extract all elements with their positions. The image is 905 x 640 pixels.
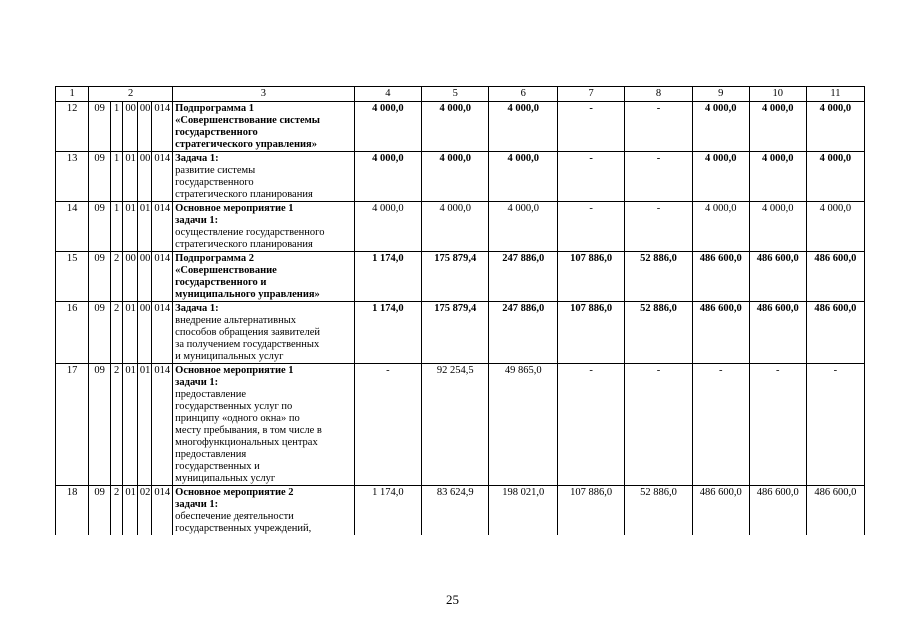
value-cell: 1 174,0 bbox=[354, 252, 421, 302]
description-line: муниципального управления» bbox=[175, 289, 320, 300]
code-cell: 014 bbox=[152, 152, 173, 202]
description-cell bbox=[173, 486, 355, 536]
description-cell bbox=[173, 102, 355, 152]
header-cell: 6 bbox=[489, 87, 557, 102]
value-cell: - bbox=[749, 364, 806, 486]
value-cell: 486 600,0 bbox=[806, 302, 864, 364]
code-cell: 01 bbox=[123, 486, 138, 536]
value-cell: 4 000,0 bbox=[422, 102, 489, 152]
description-cell bbox=[173, 202, 355, 252]
table-header-row bbox=[56, 87, 865, 102]
header-cell: 10 bbox=[749, 87, 806, 102]
code-cell: 00 bbox=[123, 102, 138, 152]
description-line: государственного bbox=[175, 127, 258, 138]
value-cell: 4 000,0 bbox=[806, 102, 864, 152]
code-cell: 09 bbox=[89, 202, 111, 252]
value-cell: 4 000,0 bbox=[489, 152, 557, 202]
header-cell: 11 bbox=[806, 87, 864, 102]
code-cell: 09 bbox=[89, 486, 111, 536]
code-cell: 014 bbox=[152, 486, 173, 536]
description-line: «Совершенствование bbox=[175, 265, 277, 276]
code-cell: 01 bbox=[123, 152, 138, 202]
value-cell: 107 886,0 bbox=[557, 302, 624, 364]
code-cell: 00 bbox=[137, 102, 152, 152]
description-line: за получением государственных bbox=[175, 339, 320, 350]
description-line: Основное мероприятие 2 bbox=[175, 487, 294, 498]
value-cell: 92 254,5 bbox=[422, 364, 489, 486]
value-cell: - bbox=[625, 364, 692, 486]
row-number-cell: 12 bbox=[56, 102, 89, 152]
row-number-cell: 13 bbox=[56, 152, 89, 202]
row-number-cell: 14 bbox=[56, 202, 89, 252]
code-cell: 00 bbox=[137, 302, 152, 364]
value-cell: 49 865,0 bbox=[489, 364, 557, 486]
value-cell: 4 000,0 bbox=[354, 102, 421, 152]
value-cell: 4 000,0 bbox=[692, 202, 749, 252]
description-line: стратегического планирования bbox=[175, 189, 313, 200]
code-cell: 2 bbox=[110, 302, 122, 364]
value-cell: 486 600,0 bbox=[806, 486, 864, 536]
code-cell: 09 bbox=[89, 252, 111, 302]
value-cell: 52 886,0 bbox=[625, 486, 692, 536]
row-number-cell: 17 bbox=[56, 364, 89, 486]
value-cell: - bbox=[557, 102, 624, 152]
description-line: задачи 1: bbox=[175, 377, 219, 388]
value-cell: 175 879,4 bbox=[422, 302, 489, 364]
value-cell: - bbox=[692, 364, 749, 486]
header-cell: 2 bbox=[89, 87, 173, 102]
code-cell: 2 bbox=[110, 486, 122, 536]
value-cell: 83 624,9 bbox=[422, 486, 489, 536]
value-cell: 4 000,0 bbox=[806, 152, 864, 202]
description-line: обеспечение деятельности bbox=[175, 511, 294, 522]
value-cell: 107 886,0 bbox=[557, 486, 624, 536]
description-line: задачи 1: bbox=[175, 499, 219, 510]
code-cell: 00 bbox=[123, 252, 138, 302]
code-cell: 1 bbox=[110, 202, 122, 252]
code-cell: 01 bbox=[123, 364, 138, 486]
code-cell: 014 bbox=[152, 364, 173, 486]
header-cell: 9 bbox=[692, 87, 749, 102]
code-cell: 014 bbox=[152, 102, 173, 152]
value-cell: 198 021,0 bbox=[489, 486, 557, 536]
code-cell: 014 bbox=[152, 202, 173, 252]
value-cell: 4 000,0 bbox=[354, 152, 421, 202]
description-line: осуществление государственного bbox=[175, 227, 325, 238]
header-cell: 5 bbox=[422, 87, 489, 102]
table-row bbox=[56, 302, 865, 364]
code-cell: 2 bbox=[110, 364, 122, 486]
description-line: муниципальных услуг bbox=[175, 473, 276, 484]
code-cell: 2 bbox=[110, 252, 122, 302]
code-cell: 01 bbox=[137, 364, 152, 486]
value-cell: 4 000,0 bbox=[749, 202, 806, 252]
header-cell: 8 bbox=[625, 87, 692, 102]
code-cell: 09 bbox=[89, 102, 111, 152]
description-line: задачи 1: bbox=[175, 215, 219, 226]
description-line: «Совершенствование системы bbox=[175, 115, 320, 126]
description-line: стратегического управления» bbox=[175, 139, 317, 150]
value-cell: - bbox=[557, 364, 624, 486]
value-cell: - bbox=[625, 102, 692, 152]
value-cell: 1 174,0 bbox=[354, 486, 421, 536]
code-cell: 02 bbox=[137, 486, 152, 536]
code-cell: 09 bbox=[89, 302, 111, 364]
code-cell: 1 bbox=[110, 152, 122, 202]
value-cell: - bbox=[354, 364, 421, 486]
header-cell: 7 bbox=[557, 87, 624, 102]
description-line: Задача 1: bbox=[175, 153, 219, 164]
header-cell: 3 bbox=[173, 87, 355, 102]
code-cell: 00 bbox=[137, 252, 152, 302]
description-line: государственных учреждений, bbox=[175, 523, 312, 534]
value-cell: 4 000,0 bbox=[422, 152, 489, 202]
description-line: государственного bbox=[175, 177, 254, 188]
value-cell: 4 000,0 bbox=[489, 102, 557, 152]
header-cell: 4 bbox=[354, 87, 421, 102]
value-cell: 486 600,0 bbox=[692, 486, 749, 536]
value-cell: 486 600,0 bbox=[749, 302, 806, 364]
description-line: и муниципальных услуг bbox=[175, 351, 284, 362]
description-line: предоставление bbox=[175, 389, 247, 400]
description-line: способов обращения заявителей bbox=[175, 327, 320, 338]
value-cell: 175 879,4 bbox=[422, 252, 489, 302]
description-cell bbox=[173, 252, 355, 302]
table-row bbox=[56, 152, 865, 202]
page-number: 25 bbox=[446, 592, 459, 607]
description-cell bbox=[173, 364, 355, 486]
value-cell: 107 886,0 bbox=[557, 252, 624, 302]
description-cell bbox=[173, 302, 355, 364]
description-line: Основное мероприятие 1 bbox=[175, 365, 294, 376]
value-cell: 4 000,0 bbox=[692, 102, 749, 152]
value-cell: 247 886,0 bbox=[489, 252, 557, 302]
code-cell: 01 bbox=[123, 302, 138, 364]
value-cell: 4 000,0 bbox=[422, 202, 489, 252]
code-cell: 09 bbox=[89, 152, 111, 202]
code-cell: 014 bbox=[152, 302, 173, 364]
description-line: Подпрограмма 2 bbox=[175, 253, 254, 264]
row-number-cell: 15 bbox=[56, 252, 89, 302]
code-cell: 00 bbox=[137, 152, 152, 202]
value-cell: - bbox=[625, 202, 692, 252]
description-line: Задача 1: bbox=[175, 303, 219, 314]
value-cell: 52 886,0 bbox=[625, 252, 692, 302]
description-line: предоставления bbox=[175, 449, 247, 460]
code-cell: 014 bbox=[152, 252, 173, 302]
value-cell: - bbox=[806, 364, 864, 486]
description-line: государственных и bbox=[175, 461, 260, 472]
header-cell: 1 bbox=[56, 87, 89, 102]
value-cell: - bbox=[557, 202, 624, 252]
table-row bbox=[56, 202, 865, 252]
value-cell: - bbox=[625, 152, 692, 202]
description-line: стратегического планирования bbox=[175, 239, 313, 250]
value-cell: 52 886,0 bbox=[625, 302, 692, 364]
value-cell: 486 600,0 bbox=[749, 252, 806, 302]
value-cell: 486 600,0 bbox=[749, 486, 806, 536]
value-cell: 4 000,0 bbox=[489, 202, 557, 252]
table-row bbox=[56, 364, 865, 486]
value-cell: 247 886,0 bbox=[489, 302, 557, 364]
value-cell: 486 600,0 bbox=[806, 252, 864, 302]
table-row bbox=[56, 102, 865, 152]
budget-table bbox=[55, 86, 865, 535]
description-line: месту пребывания, в том числе в bbox=[175, 425, 322, 436]
value-cell: - bbox=[557, 152, 624, 202]
row-number-cell: 18 bbox=[56, 486, 89, 536]
description-line: государственного и bbox=[175, 277, 267, 288]
description-line: Основное мероприятие 1 bbox=[175, 203, 294, 214]
value-cell: 486 600,0 bbox=[692, 252, 749, 302]
description-line: Подпрограмма 1 bbox=[175, 103, 254, 114]
value-cell: 1 174,0 bbox=[354, 302, 421, 364]
description-line: государственных услуг по bbox=[175, 401, 293, 412]
table-row bbox=[56, 486, 865, 536]
code-cell: 01 bbox=[123, 202, 138, 252]
value-cell: 486 600,0 bbox=[692, 302, 749, 364]
value-cell: 4 000,0 bbox=[806, 202, 864, 252]
row-number-cell: 16 bbox=[56, 302, 89, 364]
value-cell: 4 000,0 bbox=[692, 152, 749, 202]
description-line: внедрение альтернативных bbox=[175, 315, 297, 326]
code-cell: 09 bbox=[89, 364, 111, 486]
code-cell: 01 bbox=[137, 202, 152, 252]
value-cell: 4 000,0 bbox=[749, 152, 806, 202]
code-cell: 1 bbox=[110, 102, 122, 152]
value-cell: 4 000,0 bbox=[749, 102, 806, 152]
description-cell bbox=[173, 152, 355, 202]
description-line: развитие системы bbox=[175, 165, 256, 176]
value-cell: 4 000,0 bbox=[354, 202, 421, 252]
table-row bbox=[56, 252, 865, 302]
description-line: многофункциональных центрах bbox=[175, 437, 318, 448]
description-line: принципу «одного окна» по bbox=[175, 413, 300, 424]
table-body bbox=[56, 87, 865, 536]
